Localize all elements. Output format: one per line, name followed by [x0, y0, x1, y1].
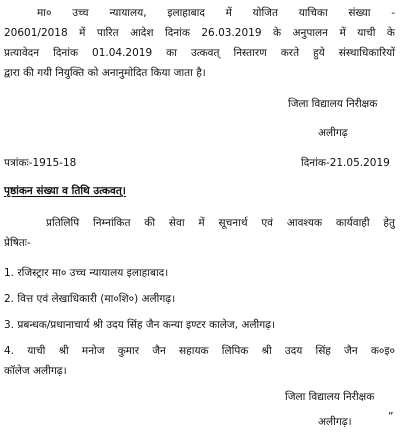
- copy-intro-line-1: प्रतिलिपि निम्नांकित की सेवा में सूचनार्थ एवं आवश्यक कार्यवाही हेतु: [46, 217, 395, 229]
- recipient-item: 2. वित्त एवं लेखाधिकारी (मा०शि०) अलीगढ़।: [4, 293, 176, 305]
- letter-date: दिनांक-21.05.2019: [301, 157, 390, 169]
- body-line-4: द्वारा की गयी नियुक्ति को अनानुमोदित किया जाता है।: [4, 67, 206, 79]
- signature-top-designation: जिला विद्यालय निरीक्षक: [288, 98, 378, 110]
- body-line-1: मा० उच्च न्यायालय, इलाहाबाद में योजित याचिका संख्या -: [37, 7, 395, 19]
- body-line-2: 20601/2018 में पारित आदेश दिनांक 26.03.2019 के अनुपालन में याची के: [4, 27, 395, 39]
- trailing-quote-mark: ”: [388, 411, 394, 423]
- recipient-item-4-line-2: कॉलेज अलीगढ़।: [4, 365, 67, 377]
- body-line-3: प्रत्यावेदन दिनांक 01.04.2019 का उत्कवत् निस्तारण करते हुये संस्थाधिकारियों: [4, 47, 395, 59]
- recipient-item: 3. प्रबन्धक/प्रधानाचार्य श्री उदय सिंह जैन कन्या इण्टर कालेज, अलीगढ़।: [4, 319, 276, 331]
- recipient-item: 1. रजिस्ट्रार मा० उच्च न्यायालय इलाहाबाद।: [4, 267, 169, 279]
- recipient-item-4-line-1: 4. याची श्री मनोज कुमार जैन सहायक लिपिक श्री उदय सिंह जैन क०इ०: [4, 345, 395, 357]
- endorsement-heading: पृष्ठांकन संख्या व तिथि उत्कवत्।: [4, 185, 126, 197]
- signature-bottom-designation: जिला विद्यालय निरीक्षक: [285, 391, 375, 403]
- copy-intro-line-2: प्रेषितः-: [4, 237, 31, 249]
- letter-number: पत्रांकः-1915-18: [4, 157, 77, 169]
- signature-top-place: अलीगढ़: [318, 127, 348, 139]
- signature-bottom-place: अलीगढ़।: [318, 416, 352, 428]
